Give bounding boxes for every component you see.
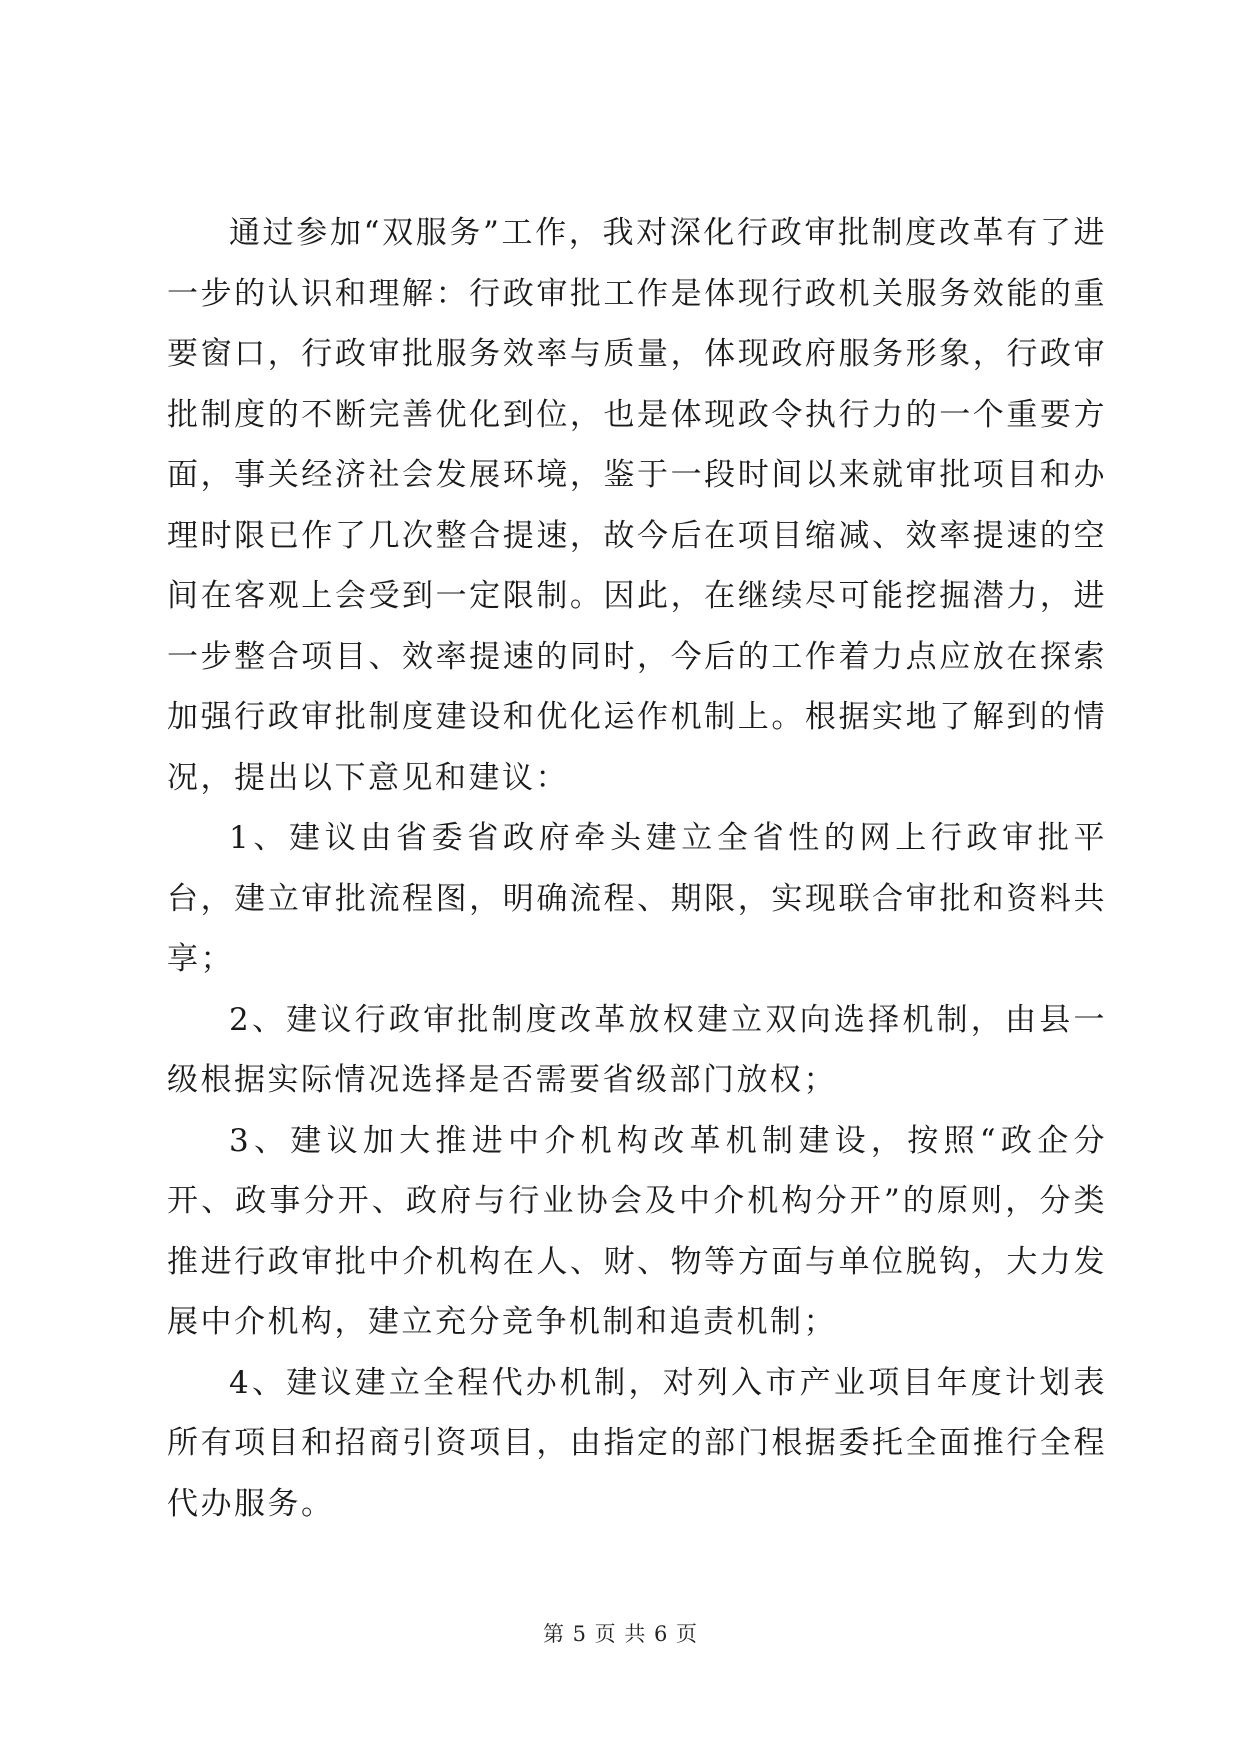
paragraph-suggestion-1: 1、建议由省委省政府牵头建立全省性的网上行政审批平台，建立审批流程图，明确流程、期限，实现联合审批和资料共享； bbox=[167, 820, 1107, 977]
paragraph-intro: 通过参加“双服务”工作，我对深化行政审批制度改革有了进一步的认识和理解：行政审批工作是体现行政机关服务效能的重要窗口，行政审批服务效率与质量，体现政府服务形象，行政审批制度的不断完善优化到位，也是体现政令执行力的一个重要方面，事关经济社会发展环境，鉴于一段时间以来就审批项目和办理时限已作了几次整合提速，故今后在项目缩减、效率提速的空间在客观上会受到一定限制。因此，在继续尽可能挖掘潜力，进一步整合项目、效率提速的同时，今后的工作着力点应放在探索加强行政审批制度建设和优化运作机制上。根据实地了解到的情况，提出以下意见和建议： bbox=[167, 215, 1107, 796]
page-number-footer: 第 5 页 共 6 页 bbox=[542, 1622, 699, 1646]
paragraph-suggestion-4: 4、建议建立全程代办机制，对列入市产业项目年度计划表所有项目和招商引资项目，由指定的部门根据委托全面推行全程代办服务。 bbox=[167, 1364, 1107, 1522]
paragraph-suggestion-3: 3、建议加大推进中介机构改革机制建设，按照“政企分开、政事分开、政府与行业协会及中介机构分开”的原则，分类推进行政审批中介机构在人、财、物等方面与单位脱钩，大力发展中介机构，建立充分竞争机制和追责机制； bbox=[167, 1122, 1107, 1340]
document-body bbox=[167, 203, 1107, 1534]
paragraph-suggestion-2: 2、建议行政审批制度改革放权建立双向选择机制，由县一级根据实际情况选择是否需要省级部门放权； bbox=[167, 1001, 1107, 1098]
